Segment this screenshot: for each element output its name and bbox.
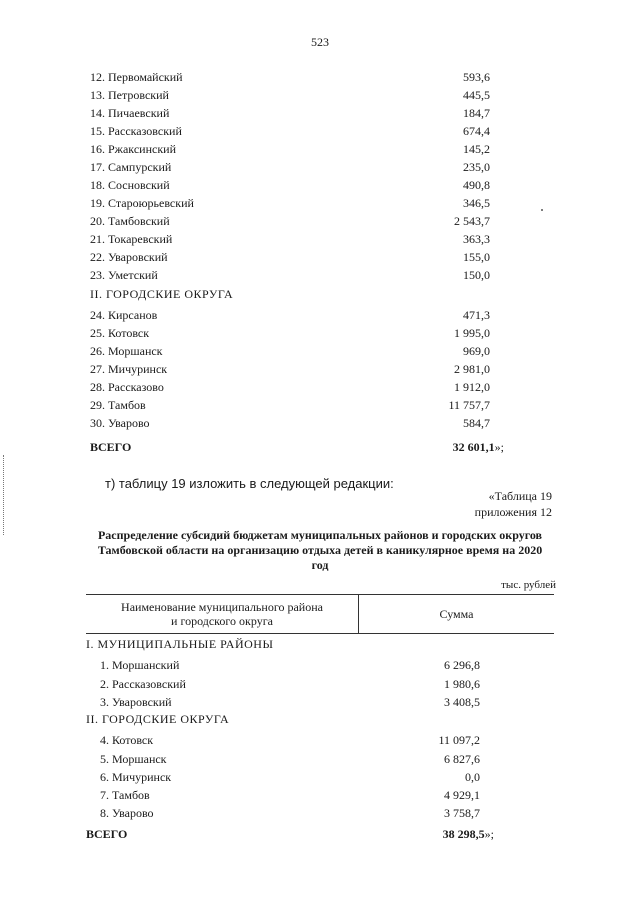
total-row: ВСЕГО 32 601,1»; [90,440,504,454]
list-item: 13. Петровский 445,5 [90,88,490,102]
list-item: 25. Котовск 1 995,0 [90,326,490,340]
closing-quote: »; [484,827,494,841]
list-item: 24. Кирсанов 471,3 [90,308,490,322]
list-item: 27. Мичуринск 2 981,0 [90,362,490,376]
list-item: 21. Токаревский 363,3 [90,232,490,246]
list-item: 29. Тамбов 11 757,7 [90,398,490,412]
table-row: 4. Котовск 11 097,2 [100,733,480,747]
list-item: 30. Уварово 584,7 [90,416,490,430]
section-heading-municipal: I. МУНИЦИПАЛЬНЫЕ РАЙОНЫ [86,637,274,651]
list-item: 22. Уваровский 155,0 [90,250,490,264]
scan-artifact [3,455,6,535]
section-heading-urban: II. ГОРОДСКИЕ ОКРУГА [90,287,234,301]
table-row: 3. Уваровский 3 408,5 [100,695,480,709]
list-item: 18. Сосновский 490,8 [90,178,490,192]
list-item: 14. Пичаевский 184,7 [90,106,490,120]
list-item: 26. Моршанск 969,0 [90,344,490,358]
table-reference: «Таблица 19 [488,489,552,503]
table-row: 8. Уварово 3 758,7 [100,806,480,820]
table-row: 1. Моршанский 6 296,8 [100,658,480,672]
table-row: 2. Рассказовский 1 980,6 [100,677,480,691]
total-row: ВСЕГО 38 298,5»; [86,827,494,841]
list-item: 16. Ржаксинский 145,2 [90,142,490,156]
closing-quote: »; [494,440,504,454]
section-heading-urban: II. ГОРОДСКИЕ ОКРУГА [86,712,230,726]
column-header-name: Наименование муниципального района и городского округа [86,595,359,633]
total-value: 32 601,1 [452,440,495,454]
table-row: 6. Мичуринск 0,0 [100,770,480,784]
appendix-reference: приложения 12 [474,505,552,519]
column-header-sum: Сумма [439,606,474,621]
list-item: 23. Уметский 150,0 [90,268,490,282]
list-item: 28. Рассказово 1 912,0 [90,380,490,394]
table-title: Распределение субсидий бюджетам муниципальных районов и городских округов Тамбовской области на организацию отдыха детей в каникулярное время на 2020 год [97,528,543,572]
list-item: 17. Сампурский 235,0 [90,160,490,174]
total-value: 38 298,5 [442,827,485,841]
table-row: 7. Тамбов 4 929,1 [100,788,480,802]
list-item: 12. Первомайский 593,6 [90,70,490,84]
list-item: 20. Тамбовский 2 543,7 [90,214,490,228]
scan-speck [541,209,543,211]
instruction-text: т) таблицу 19 изложить в следующей редакции: [105,476,394,491]
units-label: тыс. рублей [501,579,556,591]
list-item: 19. Староюрьевский 346,5 [90,196,490,210]
table-header [86,594,554,634]
list-item: 15. Рассказовский 674,4 [90,124,490,138]
table-row: 5. Моршанск 6 827,6 [100,752,480,766]
page-number: 523 [311,35,329,49]
